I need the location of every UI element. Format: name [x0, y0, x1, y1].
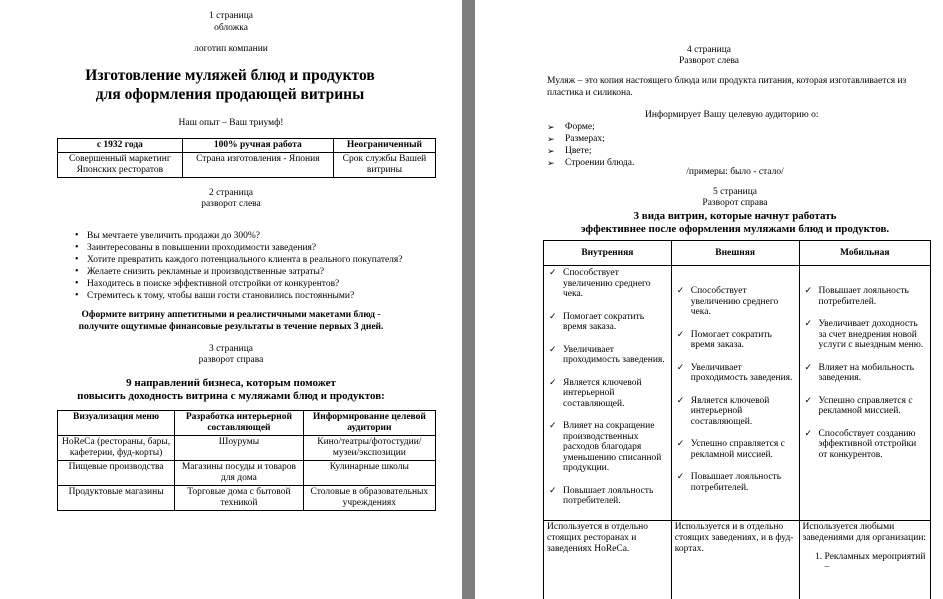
- facts-header-1: с 1932 года: [58, 139, 183, 153]
- page5-label: 5 страница: [712, 187, 758, 197]
- document-page-right: [475, 0, 943, 599]
- list-item: • Желаете снизить рекламные и производственные затраты?: [73, 266, 453, 278]
- table-cell: Кулинарные школы: [303, 461, 435, 486]
- types-header-1: Внутренняя: [544, 241, 672, 266]
- table-cell: Торговые дома с бытовой техникой: [175, 486, 304, 511]
- page1-subtitle: обложка: [214, 23, 248, 33]
- page2-label: 2 страница: [208, 188, 254, 198]
- list-item: 1. Рекламных мероприятий –: [825, 552, 927, 573]
- facts-table: [57, 138, 436, 178]
- directions-header-3: Информирование целевой аудитории: [303, 411, 435, 436]
- questions-list: [73, 230, 453, 302]
- document-title: Изготовление муляжей блюд и продуктов для оформления продающей витрины: [85, 67, 375, 103]
- list-item: ✓ Является ключевой интерьерной составляющей.: [547, 378, 668, 410]
- table-cell: Шоурумы: [175, 436, 304, 461]
- informs-text: Информирует Вашу целевую аудиторию о:: [645, 110, 819, 120]
- examples-text: /примеры: было - стало/: [686, 167, 784, 177]
- list-item: • Стремитесь к тому, чтобы ваши гости становились постоянными?: [73, 290, 453, 302]
- table-cell: Магазины посуды и товаров для дома: [175, 461, 304, 486]
- types-header-3: Мобильная: [799, 241, 930, 266]
- page2-subtitle: разворот слева: [201, 199, 261, 209]
- list-item: ➢ Строении блюда.: [535, 157, 835, 169]
- list-item: ✓ Способствует увеличению среднего чека.: [675, 286, 796, 318]
- types-col-mobile: [799, 266, 930, 521]
- list-item: • Хотите превратить каждого потенциального клиента в реального покупателя?: [73, 254, 453, 266]
- list-item: ✓ Успешно справляется с рекламной миссией.: [803, 396, 927, 417]
- table-row: [58, 436, 436, 461]
- directions-heading-line-1: 9 направлений бизнеса, которым поможет: [126, 377, 336, 389]
- page-gap: [462, 0, 475, 599]
- table-row: [544, 266, 931, 521]
- list-item: ✓ Способствует созданию эффективной отстройки от конкурентов.: [803, 429, 927, 461]
- types-heading: [475, 210, 943, 236]
- types-heading-line-1: 3 вида витрин, которые начнут работать: [633, 210, 837, 222]
- page4-label: 4 страница: [686, 45, 732, 55]
- directions-table: [57, 410, 436, 511]
- cta-line-2: получите ощутимые финансовые результаты в течение первых 3 дней.: [78, 322, 384, 332]
- list-item: ✓ Является ключевой интерьерной составляющей.: [675, 396, 796, 428]
- types-heading-line-2: эффективнее после оформления муляжами блюд и продуктов.: [580, 223, 890, 235]
- facts-header-2: 100% ручная работа: [182, 139, 333, 153]
- list-item: ➢ Размерах;: [535, 133, 835, 145]
- facts-cell-2: Страна изготовления - Япония: [182, 153, 333, 178]
- table-row: [544, 520, 931, 599]
- list-item: ✓ Увеличивает доходность за счет внедрения новой услуги с выездным меню.: [803, 319, 927, 351]
- table-cell: HoReCa (рестораны, бары, кафетерии, фуд-корты): [58, 436, 175, 461]
- list-item: ✓ Повышает лояльность потребителей.: [803, 286, 927, 307]
- list-item: • Находитесь в поиске эффективной отстройки от конкурентов?: [73, 278, 453, 290]
- table-row: [58, 461, 436, 486]
- directions-heading-line-2: повысить доходность витрина с муляжами блюд и продуктов:: [77, 390, 385, 402]
- types-table: [543, 240, 931, 599]
- directions-heading: [0, 377, 462, 403]
- list-item: ✓ Помогает сократить время заказа.: [675, 330, 796, 351]
- types-header-2: Внешняя: [671, 241, 799, 266]
- cta-line-1: Оформите витрину аппетитными и реалистичными макетами блюд -: [81, 310, 381, 320]
- page3-subtitle: разворот справа: [198, 355, 264, 365]
- list-item: ✓ Увеличивает проходимость заведения.: [547, 345, 668, 366]
- page1-label: 1 страница: [208, 11, 254, 21]
- list-item: • Заинтересованы в повышении проходимости заведения?: [73, 242, 453, 254]
- list-item: • Вы мечтаете увеличить продажи до 300%?: [73, 230, 453, 242]
- table-cell: Столовые в образовательных учреждениях: [303, 486, 435, 511]
- logo-placeholder-text: логотип компании: [194, 44, 268, 54]
- page5-subtitle: Разворот справа: [702, 198, 768, 208]
- cta-text: [0, 309, 462, 333]
- types-usage-external: Используется и в отдельно стоящих заведениях, и в фуд-кортах.: [671, 520, 799, 599]
- facts-header-3: Неограниченный: [333, 139, 435, 153]
- list-item: ✓ Способствует увеличению среднего чека.: [547, 268, 668, 300]
- types-usage-internal: Используется в отдельно стоящих ресторанах и заведениях HoReCa.: [544, 520, 672, 599]
- list-item: ✓ Влияет на мобильность заведения.: [803, 363, 927, 384]
- list-item: ✓ Повышает лояльность потребителей.: [547, 486, 668, 507]
- types-col-external: [671, 266, 799, 521]
- types-usage-mobile: [799, 520, 930, 599]
- table-cell: Продуктовые магазины: [58, 486, 175, 511]
- page4-subtitle: Разворот слева: [678, 56, 740, 66]
- table-row: [58, 486, 436, 511]
- list-item: ➢ Цвете;: [535, 145, 835, 157]
- list-item: ✓ Влияет на сокращение производственных расходов благодаря уменьшению списанной продукции.: [547, 421, 668, 474]
- directions-header-1: Визуализация меню: [58, 411, 175, 436]
- usage-mobile-text: Используется любыми заведениями для организации:: [802, 521, 927, 543]
- page3-label: 3 страница: [208, 344, 254, 354]
- definition-text: Муляж – это копия настоящего блюда или продукта питания, которая изготавливается из пластика и силикона.: [547, 76, 907, 98]
- table-cell: Кино/театры/фотостудии/ музеи/экспозиции: [303, 436, 435, 461]
- list-item: ✓ Помогает сократить время заказа.: [547, 312, 668, 333]
- table-cell: Пищевые производства: [58, 461, 175, 486]
- facts-cell-1: Совершенный маркетинг Японских ресторатов: [58, 153, 183, 178]
- list-item: ➢ Форме;: [535, 121, 835, 133]
- types-col-internal: [544, 266, 672, 521]
- inform-list: [535, 121, 835, 169]
- document-page-left: [0, 0, 462, 599]
- slogan: Наш опыт – Ваш триумф!: [178, 118, 284, 128]
- facts-cell-3: Срок службы Вашей витрины: [333, 153, 435, 178]
- list-item: ✓ Повышает лояльность потребителей.: [675, 472, 796, 493]
- directions-header-2: Разработка интерьерной составляющей: [175, 411, 304, 436]
- list-item: ✓ Увеличивает проходимость заведения.: [675, 363, 796, 384]
- list-item: ✓ Успешно справляется с рекламной миссией.: [675, 439, 796, 460]
